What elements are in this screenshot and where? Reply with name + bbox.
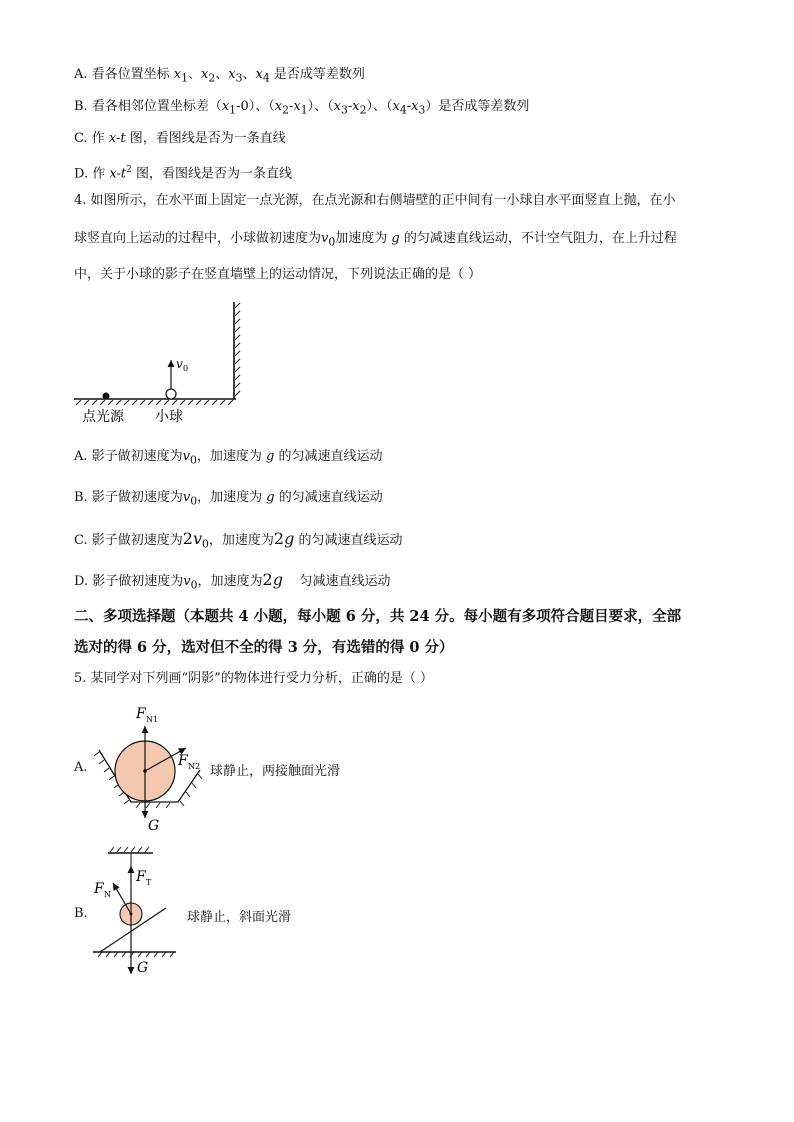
fn-label: N <box>104 890 111 899</box>
ft-label: T <box>146 878 152 887</box>
g-label-b: G <box>137 960 149 976</box>
q4-option-b: B. 影子做初速度为$v_0$，加速度为 g 的匀减速直线运动 <box>74 490 383 508</box>
light-source-label: 点光源 <box>82 409 124 425</box>
q4-stem-line1: 4. 如图所示，在水平面上固定一点光源，在点光源和右侧墙壁的正中间有一小球自水平面竖直上抛，在小 <box>74 193 676 208</box>
floor-hatch <box>98 952 174 957</box>
q4-option-c: C. 影子做初速度为$2v_0$，加速度为2g 的匀减速直线运动 <box>74 529 403 551</box>
q4-figure <box>74 302 240 425</box>
svg-text:F: F <box>136 869 146 885</box>
v0-label: v <box>176 357 183 371</box>
ball-label: 小球 <box>155 409 183 425</box>
q4-stem-line3: 中，关于小球的影子在竖直墙壁上的运动情况，下列说法正确的是（ ） <box>74 267 482 282</box>
fn1-label: N1 <box>146 715 159 724</box>
q5-figure-b <box>93 847 176 976</box>
q4-option-d: D. 影子做初速度为$v_0$，加速度为2g 匀减速直线运动 <box>74 570 391 592</box>
q4-option-a: A. 影子做初速度为$v_0$，加速度为 g 的匀减速直线运动 <box>74 449 383 467</box>
q5-option-a-label: A. <box>74 760 88 775</box>
q3-option-b: B. 看各相邻位置坐标差$(x_1-0)$、$(x_2-x_1)$、$(x_3-x_2)$、$(x_4-x_3)$是否成等差数列 <box>74 99 530 117</box>
q4-stem-line2: 球竖直向上运动的过程中，小球做初速度为$v_0$加速度为 g 的匀减速直线运动，不计空气阻力，在上升过程 <box>74 231 677 249</box>
q5-option-b-label: B. <box>74 906 88 921</box>
fn2-label: N2 <box>188 762 201 771</box>
q5-figure-a <box>94 706 202 834</box>
q5-option-b-caption: 球静止，斜面光滑 <box>187 910 292 925</box>
q3-option-c: C. 作 x-t 图，看图线是否为一条直线 <box>74 131 286 146</box>
q3-option-d: D. 作 $x-t^2$ 图，看图线是否为一条直线 <box>74 165 292 182</box>
svg-text:0: 0 <box>183 364 189 373</box>
section2-heading-line1: 二、多项选择题（本题共 4 小题，每小题 6 分，共 24 分。每小题有多项符合题目要求，全部 <box>74 608 682 625</box>
svg-text:F: F <box>136 706 146 722</box>
light-source-dot <box>103 393 110 400</box>
svg-text:F: F <box>94 881 104 897</box>
section2-heading-line2: 选对的得 6 分，选对但不全的得 3 分，有选错的得 0 分） <box>74 639 454 656</box>
ceiling-hatch <box>110 847 149 852</box>
svg-text:F: F <box>178 753 188 769</box>
q5-option-a-caption: 球静止，两接触面光滑 <box>210 764 341 779</box>
q3-option-a: A. 看各位置坐标 $x_1$、$x_2$、$x_3$、$x_4$ 是否成等差数列 <box>74 67 365 85</box>
q5-stem: 5. 某同学对下列画“阴影”的物体进行受力分析，正确的是（ ） <box>74 671 433 686</box>
ground-hatch <box>76 400 233 405</box>
ball-circle <box>166 389 176 399</box>
wall-hatch <box>235 303 240 396</box>
g-label-a: G <box>148 818 160 834</box>
